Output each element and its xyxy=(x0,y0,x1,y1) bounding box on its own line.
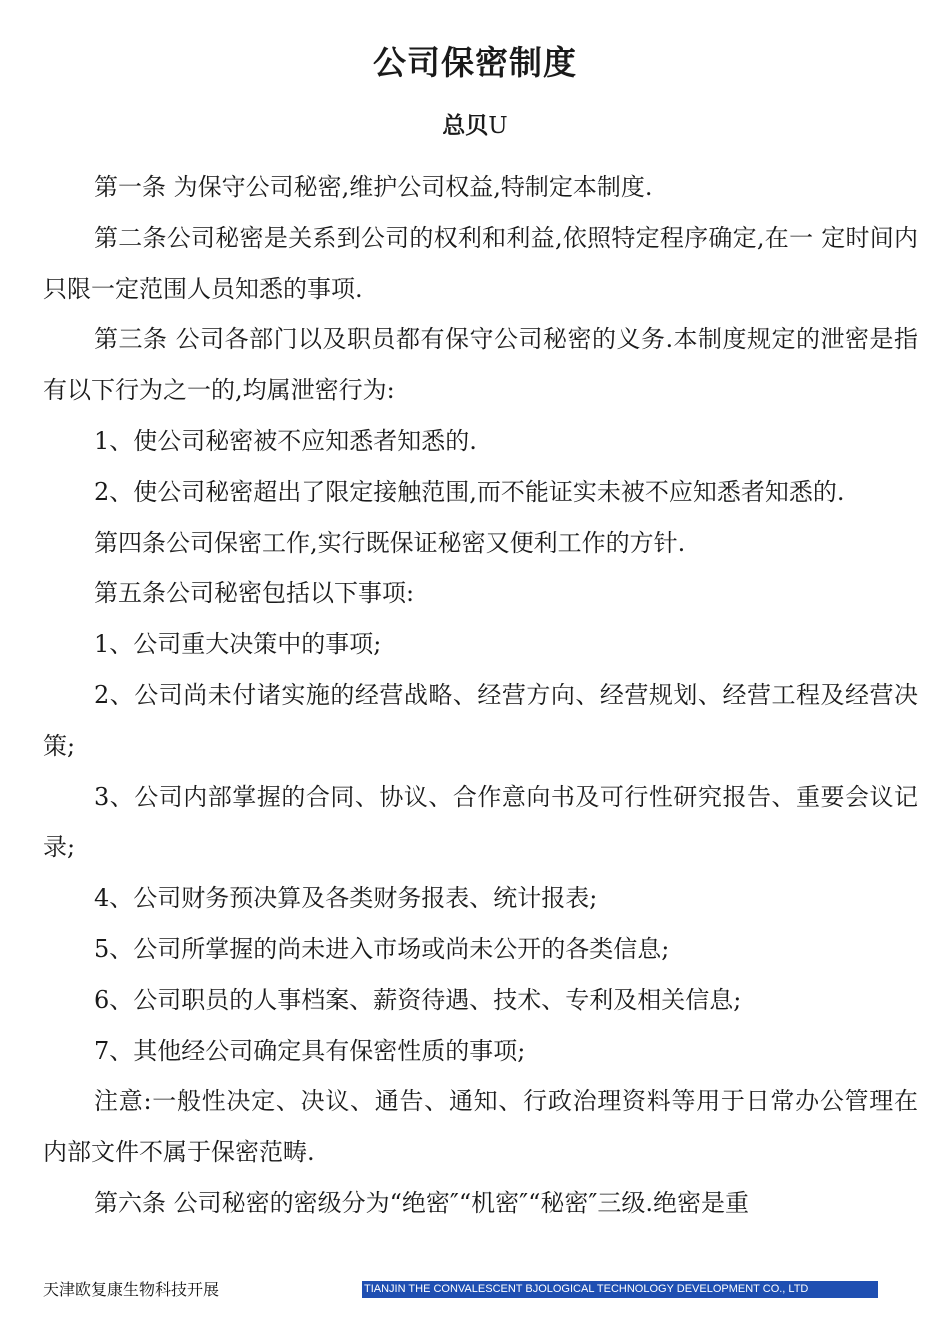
paragraph-article-5: 第五条公司秘密包括以下事项: xyxy=(94,579,415,608)
list-item: 5、公司所掌握的尚未进入市场或尚未公开的各类信息; xyxy=(94,934,670,963)
paragraph-article-2: 第二条公司秘密是关系到公司的权利和利益,依照特定程序确定,在一 定时间内只限一定范围人员知悉的事项. xyxy=(43,223,918,303)
document-body xyxy=(43,162,918,1229)
list-item: 4、公司财务预决算及各类财务报表、统计报表; xyxy=(94,884,598,913)
list-item: 6、公司职员的人事档案、薪资待遇、技术、专利及相关信息; xyxy=(94,985,742,1014)
footer-company-banner: TIANJIN THE CONVALESCENT BJOLOGICAL TECHNOLOGY DEVELOPMENT CO., LTD xyxy=(362,1281,878,1298)
document-title: 公司保密制度 xyxy=(373,43,577,82)
subtitle-label: 总贝 xyxy=(442,113,489,139)
paragraph-article-4: 第四条公司保密工作,实行既保证秘密又便利工作的方针. xyxy=(94,528,686,557)
list-item: 2、使公司秘密超出了限定接触范围,而不能证实未被不应知悉者知悉的. xyxy=(94,477,845,506)
paragraph-article-3: 第三条 公司各部门以及职员都有保守公司秘密的义务.本制度规定的泄密是指有以下行为之一的,均属泄密行为: xyxy=(43,325,918,405)
list-item: 7、其他经公司确定具有保密性质的事项; xyxy=(94,1036,526,1065)
list-item: 3、公司内部掌握的合同、协议、合作意向书及可行性研究报告、重要会议记录; xyxy=(43,782,918,862)
subtitle-suffix: U xyxy=(488,113,508,139)
paragraph-note: 注意:一般性决定、决议、通告、通知、行政治理资料等用于日常办公管理在内部文件不属于保密范畴. xyxy=(43,1087,918,1167)
list-item: 2、公司尚未付诸实施的经营战略、经营方向、经营规划、经营工程及经营决策; xyxy=(43,680,918,760)
paragraph-article-1: 第一条 为保守公司秘密,维护公司权益,特制定本制度. xyxy=(94,173,653,201)
paragraph-article-6: 第六条 公司秘密的密级分为“绝密″“机密″“秘密″三级.绝密是重 xyxy=(94,1188,749,1217)
footer-company-name: 天津欧复康生物科技开展 xyxy=(43,1280,220,1299)
document-subtitle xyxy=(0,108,950,144)
list-item: 1、使公司秘密被不应知悉者知悉的. xyxy=(94,426,477,455)
list-item: 1、公司重大决策中的事项; xyxy=(94,630,382,659)
